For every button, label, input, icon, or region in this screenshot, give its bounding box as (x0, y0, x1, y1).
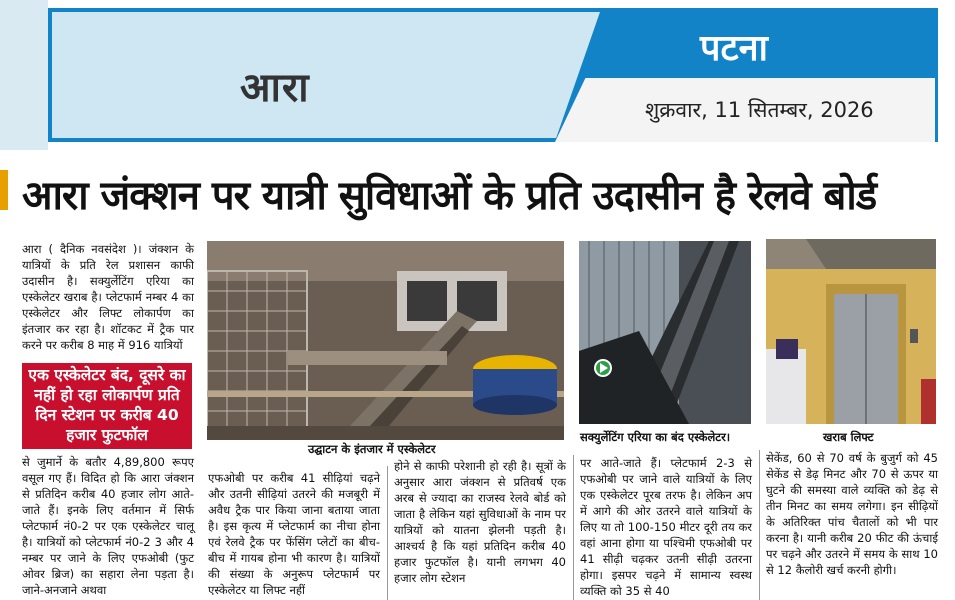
photo-escalator-awaiting-caption: उद्घाटन के इंतजार में एस्केलेटर (308, 442, 436, 456)
photo-closed-escalator-image (579, 241, 751, 424)
article-column-1-bottom: से जुमार्ने के बतौर 4,89,800 रूपए वसूल गए हैं। विदित हो कि आरा जंक्शन से प्रतिदिन करीब 40 हजार लोग आते-जाते हैं। इनके लिए वर्तमान में सिर्फ प्लेटफार्म नं0-2 पर एक एस्केलेटर चालू है। यात्रियों को प्लेटफार्म नं0-2 3 और 4 नम्बर पर जाने के लिए एफओबी (फुट ओवर ब्रिज) का सहारा लेना पड़ता है। जाने-अनजाने अथवा (22, 455, 194, 597)
article-column-5: सेकेंड, 60 से 70 वर्ष के बुजुर्ग को 45 सेकेंड से डेढ़ मिनट और 70 से ऊपर या घुटने की समस्या वाले व्यक्ति को डेढ़ से तीन मिनट का समय लगेगा। इन सीढ़ियों के अतिरिक्त पांच चैतालों को भी पार करना है। यानी करीब 20 फीट की ऊंचाई पर चढ़ने और उतरने में समय के साथ 10 से 12 कैलोरी खर्च करनी होगी। (766, 451, 938, 577)
article-column-2: एफओबी पर करीब 41 सीढ़ियां चढ़ने और उतनी सीढ़ियां उतरने की मजबूरी में अवैध ट्रैक पार किया जाना बताया जाता है। इस कृत्य में प्लेटफार्म का नीचा होना एवं रेलवे ट्रैक पर फेंसिंग प्लेटों का बीच-बीच में गायब होना भी कारण है। यात्रियों की संख्या के अनुरूप प्लेटफार्म पर एस्केलेटर या लिफ्ट नहीं (208, 471, 380, 597)
photo-faulty-lift (766, 239, 936, 424)
edition-name: आरा (240, 65, 310, 111)
photo-closed-escalator-caption: सक्युर्लेटिंग एरिया का बंद एस्केलेटर। (580, 430, 731, 444)
photo-escalator-awaiting (207, 241, 564, 440)
photo-faulty-lift-caption: खराब लिफ्ट (823, 430, 874, 444)
column-divider-2 (573, 455, 574, 600)
highlight-box: एक एस्केलेटर बंद, दूसरे का नहीं हो रहा लोकार्पण प्रति दिन स्टेशन पर करीब 40 हजार फुटफॉल (22, 363, 192, 449)
city-name: पटना (700, 28, 768, 69)
publication-date: शुक्रवार, 11 सितम्बर, 2026 (645, 98, 874, 122)
photo-escalator-awaiting-image (207, 241, 564, 440)
column-divider-3 (759, 450, 760, 600)
article-column-3: होने से काफी परेशानी हो रही है। सूत्रों के अनुसार आरा जंक्शन से प्रतिवर्ष एक अरब से ज्यादा का राजस्व रेलवे बोर्ड को जाता है लेकिन यहां सुविधाओं के नाम पर यात्रियों को यातना झेलनी पड़ती है। आश्चर्य है कि यहां प्रतिदिन करीब 40 हजार फुटफॉल है। यानी लगभग 40 हजार लोग स्टेशन (394, 459, 566, 585)
article-column-4: पर आते-जाते हैं। प्लेटफार्म 2-3 से एफओबी पर जाने वाले यात्रियों के लिए एक एस्केलेटर पूरब तरफ है। लेकिन अप में आगे की ओर उतरने वाले यात्रियों के लिए या तो 100-150 मीटर दूरी तय कर वहां आना होगा या पश्चिमी एफओबी पर 41 सीढ़ी चढ़कर उतनी सीढ़ी उतरना होगा। इसपर चढ़ने में सामान्य स्वस्थ व्यक्ति को 35 से 40 (580, 456, 752, 598)
article-column-1-top: आरा ( दैनिक नवसंदेश )। जंक्शन के यात्रियों के प्रति रेल प्रशासन काफी उदासीन है। सक्युर्लेटिंग एरिया का एस्केलेटर खराब है। प्लेटफार्म नम्बर 4 का एस्केलेटर और लिफ्ट लोकार्पण का इंतजार कर रहा है। शॉटकट में ट्रैक पार करने पर करीब 8 माह में 916 यात्रियों (22, 242, 194, 352)
column-divider-1 (387, 466, 388, 600)
photo-closed-escalator (579, 241, 751, 424)
header-left-strip (0, 0, 48, 150)
article-headline: आरा जंक्शन पर यात्री सुविधाओं के प्रति उदासीन है रेलवे बोर्ड (22, 173, 877, 219)
photo-faulty-lift-image (766, 239, 936, 424)
newspaper-header (0, 0, 955, 150)
headline-accent-bar (0, 170, 8, 210)
header-edition-panel (52, 12, 600, 138)
